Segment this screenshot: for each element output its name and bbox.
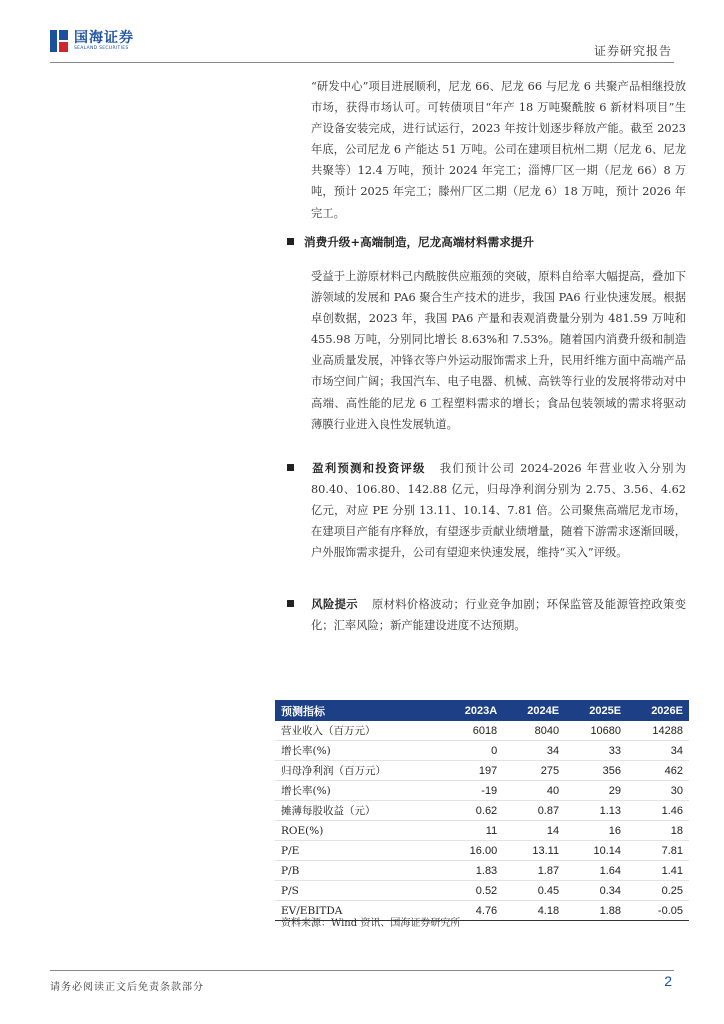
header-divider: [50, 62, 674, 63]
table-cell: 16: [565, 821, 627, 841]
table-cell: 4.18: [503, 901, 565, 921]
table-row-label: EV/EBITDA: [275, 901, 440, 921]
paragraph-project-progress: “研发中心”项目进展顺利，尼龙 66、尼龙 66 与尼龙 6 共聚产品相继投放市场，获得市场认可。可转债项目“年产 18 万吨聚酰胺 6 新材料项目”生产设备安装完成，进行试运行，2023 年按计划逐步释放产能。截至 2023 年底，公司尼龙 6 产能达 51 万吨。公司在建项目杭州二期（尼龙 6、尼龙共聚等）12.4 万吨，预计 2024 年完工；淄博厂区一期（尼龙 66）8 万吨，预计 2025 年完工；滕州厂区二期（尼龙 6）18 万吨，预计 2026 年完工。: [311, 80, 686, 220]
table-cell: -0.05: [627, 901, 689, 921]
risk-text: 原材料价格波动；行业竞争加剧；环保监管及能源管控政策变化；汇率风险；新产能建设进度不达预期。: [311, 598, 686, 633]
table-row: [275, 761, 689, 781]
table-cell: 30: [627, 781, 689, 801]
table-cell: 10.14: [565, 841, 627, 861]
paragraph-industry-demand: 受益于上游原材料己内酰胺供应瓶颈的突破，原料自给率大幅提高，叠加下游领域的发展和 PA6 聚合生产技术的进步，我国 PA6 行业快速发展。根据卓创数据，2023 年，我国 PA6 产量和表观消费量分别为 481.59 万吨和 455.98 万吨，分别同比增长 8.63%和 7.53%。随着国内消费升级和制造业高质量发展，冲锋衣等户外运动服饰需求上升，民用纤维方面中高端产品市场空间广阔；我国汽车、电子电器、机械、高铁等行业的发展将带动对中高端、高性能的尼龙 6 工程塑料需求的增长；食品包装领域的需求将驱动薄膜行业进入良性发展轨道。: [311, 270, 686, 431]
table-cell: 34: [627, 741, 689, 761]
table-cell: 11: [440, 821, 503, 841]
square-bullet-icon: [287, 464, 294, 471]
square-bullet-icon: [287, 238, 294, 245]
table-cell: 7.81: [627, 841, 689, 861]
table-cell: 0: [440, 741, 503, 761]
section-heading-forecast: 盈利预测和投资评级: [311, 461, 426, 475]
table-cell: 40: [503, 781, 565, 801]
table-cell: -19: [440, 781, 503, 801]
table-row-label: 增长率(%): [275, 781, 440, 801]
table-cell: 197: [440, 761, 503, 781]
table-header-cell: 2024E: [503, 700, 565, 721]
table-row: [275, 861, 689, 881]
table-cell: 1.88: [565, 901, 627, 921]
table-row-label: P/S: [275, 881, 440, 901]
table-header-row: [275, 700, 689, 721]
section-heading-demand-text: 消费升级+高端制造，尼龙高端材料需求提升: [304, 235, 534, 249]
table-cell: 13.11: [503, 841, 565, 861]
table-header-cell: 2026E: [627, 700, 689, 721]
table-cell: 16.00: [440, 841, 503, 861]
table-row-label: 摊薄每股收益（元）: [275, 801, 440, 821]
table-cell: 1.41: [627, 861, 689, 881]
footer-disclaimer: 请务必阅读正文后免责条款部分: [50, 982, 204, 993]
table-cell: 0.25: [627, 881, 689, 901]
table-cell: 356: [565, 761, 627, 781]
table-cell: 34: [503, 741, 565, 761]
logo-mark-icon: [50, 30, 68, 52]
forecast-text: 我们预计公司 2024-2026 年营业收入分别为 80.40、106.80、142.88 亿元，归母净利润分别为 2.75、3.56、4.62 亿元，对应 PE 分别 13.11、10.14、7.81 倍。公司聚焦高端尼龙市场，在建项目产能有序释放，有望逐步贡献业绩增量，随着下游需求逐渐回暖，户外服饰需求提升，公司有望迎来快速发展，维持“买入”评级。: [311, 462, 686, 560]
table-row-label: 增长率(%): [275, 741, 440, 761]
table-cell: 18: [627, 821, 689, 841]
table-cell: 275: [503, 761, 565, 781]
table-cell: 4.76: [440, 901, 503, 921]
forecast-table: [275, 700, 689, 921]
table-header-cell: 预测指标: [275, 700, 440, 721]
table-cell: 10680: [565, 721, 627, 741]
paragraph-risk: [311, 594, 686, 636]
table-row: [275, 841, 689, 861]
table-cell: 8040: [503, 721, 565, 741]
logo-name-en: SEALAND SECURITIES: [74, 45, 129, 51]
section-heading-risk: 风险提示: [311, 597, 358, 611]
table-cell: 0.62: [440, 801, 503, 821]
table-cell: 1.64: [565, 861, 627, 881]
table-cell: 1.13: [565, 801, 627, 821]
table-cell: 462: [627, 761, 689, 781]
table-cell: 1.46: [627, 801, 689, 821]
square-bullet-icon: [287, 600, 294, 607]
report-type-label: 证券研究报告: [593, 44, 672, 58]
table-header-cell: 2025E: [565, 700, 627, 721]
table-row-label: P/E: [275, 841, 440, 861]
logo-name-cn: 国海证券: [74, 29, 134, 46]
table-row: [275, 801, 689, 821]
table-row-label: 归母净利润（百万元）: [275, 761, 440, 781]
table-row: [275, 781, 689, 801]
table-row-label: P/B: [275, 861, 440, 881]
table-cell: 14288: [627, 721, 689, 741]
page-number: 2: [664, 973, 672, 989]
company-logo: [50, 30, 134, 52]
footer-divider: [50, 970, 674, 971]
table-source-note: 资料来源：Wind 资讯、国海证券研究所: [281, 918, 461, 929]
table-cell: 1.87: [503, 861, 565, 881]
table-cell: 0.87: [503, 801, 565, 821]
table-row: [275, 821, 689, 841]
paragraph-earnings-forecast: [311, 458, 686, 563]
table-cell: 0.52: [440, 881, 503, 901]
table-row: [275, 881, 689, 901]
table-header-cell: 2023A: [440, 700, 503, 721]
table-row: [275, 721, 689, 741]
table-row-label: ROE(%): [275, 821, 440, 841]
table-cell: 0.34: [565, 881, 627, 901]
table-row-label: 营业收入（百万元）: [275, 721, 440, 741]
table-row: [275, 741, 689, 761]
table-cell: 6018: [440, 721, 503, 741]
table-cell: 0.45: [503, 881, 565, 901]
table-cell: 1.83: [440, 861, 503, 881]
table-cell: 14: [503, 821, 565, 841]
section-heading-demand: [287, 234, 534, 250]
table-cell: 33: [565, 741, 627, 761]
table-cell: 29: [565, 781, 627, 801]
